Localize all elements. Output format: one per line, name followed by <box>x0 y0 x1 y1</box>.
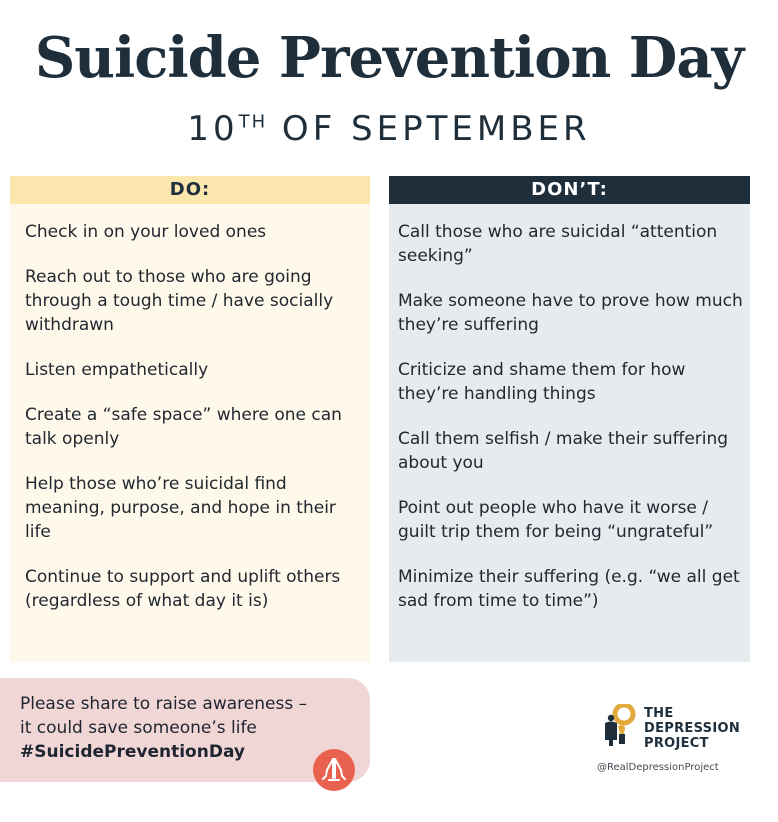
share-hashtag: #SuicidePreventionDay <box>20 742 245 762</box>
dont-item: Call them selfish / make their suffering about you <box>398 429 729 473</box>
do-item: Check in on your loved ones <box>25 222 267 242</box>
do-item: Reach out to those who are going through a tough time / have socially withdrawn <box>25 267 334 335</box>
dont-item: Minimize their suffering (e.g. “we all get sad from time to time”) <box>398 567 740 611</box>
dont-item: Call those who are suicidal “attention seeking” <box>398 222 718 266</box>
dont-column <box>389 176 750 662</box>
do-item: Listen empathetically <box>25 360 209 380</box>
do-column <box>10 176 370 662</box>
dont-heading: DON’T: <box>389 176 750 204</box>
do-list <box>10 204 370 613</box>
logo-line-2: DEPRESSION <box>644 721 740 736</box>
share-line-2: it could save someone’s life <box>20 718 257 738</box>
logo-line-3: PROJECT <box>644 736 709 751</box>
do-item: Continue to support and uplift others (regardless of what day it is) <box>25 567 341 611</box>
dont-list <box>389 204 750 613</box>
dont-item: Make someone have to prove how much they’re suffering <box>398 291 743 335</box>
subtitle-rest: OF SEPTEMBER <box>267 109 591 149</box>
do-item: Help those who’re suicidal find meaning, purpose, and hope in their life <box>25 474 336 542</box>
do-heading: DO: <box>10 176 370 204</box>
depression-project-logo-icon <box>597 704 639 750</box>
subtitle-day: 10 <box>187 109 239 149</box>
praying-hands-icon <box>313 749 355 791</box>
logo-line-1: THE <box>644 706 674 721</box>
page-title: Suicide Prevention Day <box>34 25 744 91</box>
logo-wordmark <box>644 706 740 751</box>
share-text <box>20 692 360 764</box>
do-item: Create a “safe space” where one can talk openly <box>25 405 342 449</box>
page-subtitle <box>0 109 778 149</box>
share-banner <box>0 678 370 782</box>
social-handle: @RealDepressionProject <box>597 762 719 773</box>
dont-item: Point out people who have it worse / guilt trip them for being “ungrateful” <box>398 498 714 542</box>
dont-item: Criticize and shame them for how they’re handling things <box>398 360 686 404</box>
share-line-1: Please share to raise awareness – <box>20 694 308 714</box>
depression-project-logo <box>597 704 767 784</box>
subtitle-suffix: TH <box>238 111 268 133</box>
